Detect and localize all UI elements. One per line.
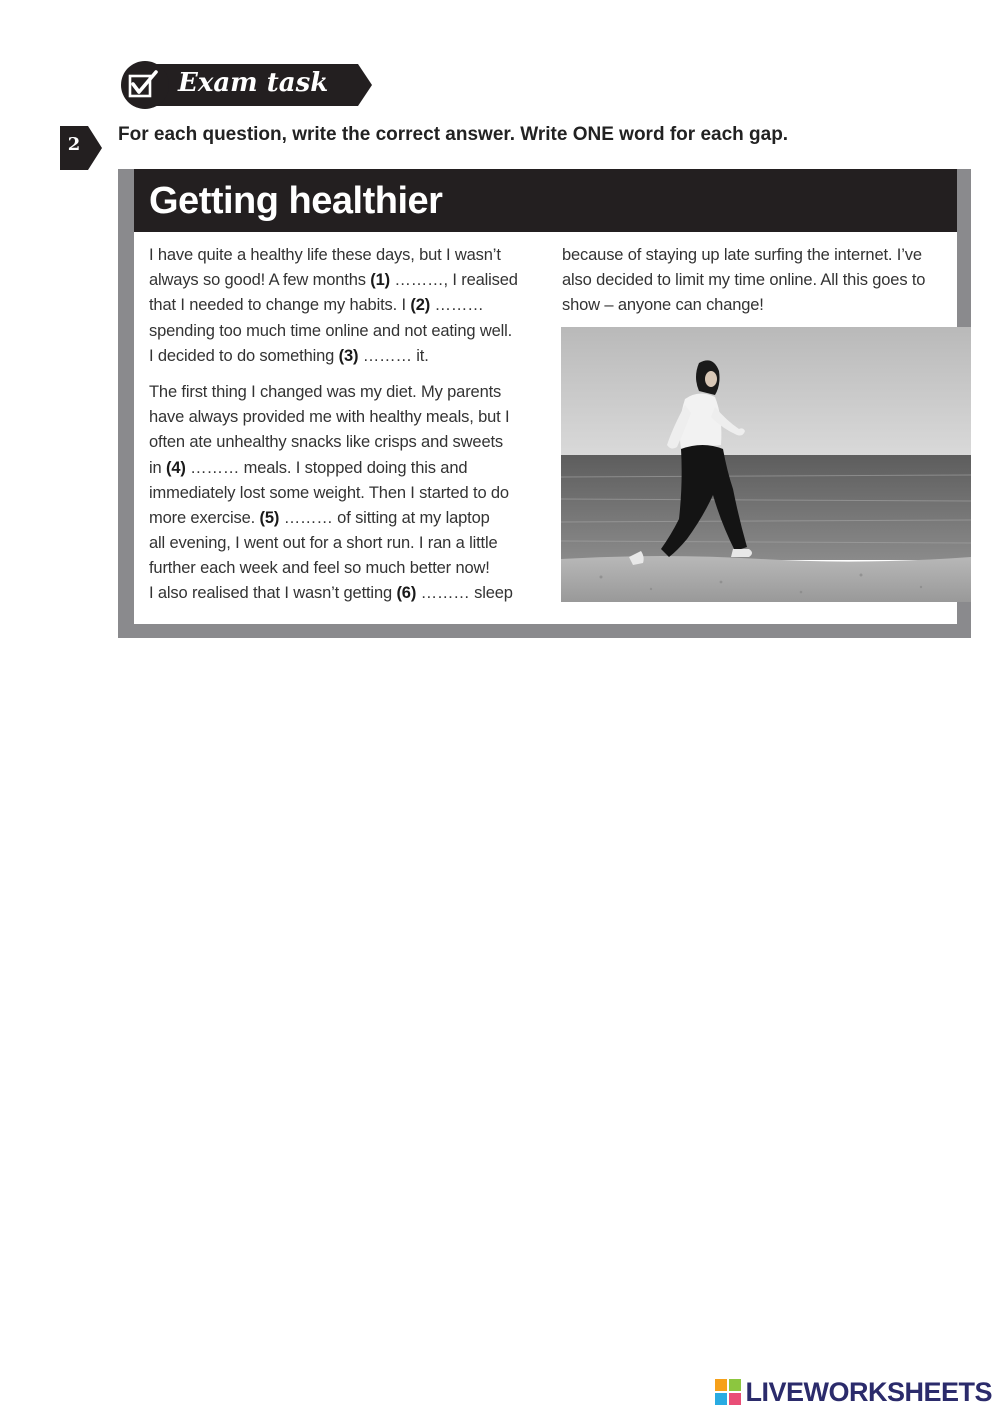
text-line: I have quite a healthy life these days, but I wasn’t (149, 246, 501, 264)
text-line: all evening, I went out for a short run. I ran a little (149, 534, 498, 553)
text-line: spending too much time online and not eating well. (149, 321, 513, 340)
article-title: Getting healthier (149, 180, 443, 222)
question-number: 2 (67, 134, 81, 155)
exam-task-badge (118, 60, 374, 110)
article-header (134, 169, 957, 232)
text-line: in (4) ……… meals. I stopped doing this and (149, 458, 468, 477)
paragraph-2 (149, 380, 544, 607)
text-line: immediately lost some weight. Then I started to do (149, 483, 509, 502)
paragraph-1 (149, 243, 544, 369)
text-line: always so good! A few months (1) ………, I realised (149, 271, 518, 290)
text-line: The first thing I changed was my diet. My parents (149, 382, 502, 401)
text-line: I also realised that I wasn’t getting (6) ……… sleep (149, 584, 513, 603)
question-instruction: For each question, write the correct answer. Write ONE word for each gap. (118, 124, 789, 145)
text-line: also decided to limit my time online. All this goes to (562, 271, 926, 290)
text-line: that I needed to change my habits. I (2) ……… (149, 296, 484, 315)
text-line: more exercise. (5) ……… of sitting at my laptop (149, 508, 490, 527)
text-line: show – anyone can change! (562, 296, 764, 315)
runner-on-beach-photo (561, 327, 971, 602)
text-line: have always provided me with healthy meals, but I (149, 408, 510, 427)
text-line: because of staying up late surfing the internet. I’ve (562, 246, 922, 264)
question-number-marker (60, 126, 104, 170)
text-line: often ate unhealthy snacks like crisps and sweets (149, 433, 504, 452)
logo-squares-icon (715, 1379, 741, 1405)
text-line: further each week and feel so much better now! (149, 559, 490, 578)
liveworksheets-logo (715, 1377, 992, 1407)
brand-name: LIVEWORKSHEETS (745, 1376, 992, 1407)
paragraph-3 (562, 243, 957, 319)
article-left-column (149, 243, 544, 607)
article-right-column (562, 243, 957, 319)
exam-task-label: Exam task (178, 68, 329, 98)
text-line: I decided to do something (3) ……… it. (149, 346, 429, 365)
